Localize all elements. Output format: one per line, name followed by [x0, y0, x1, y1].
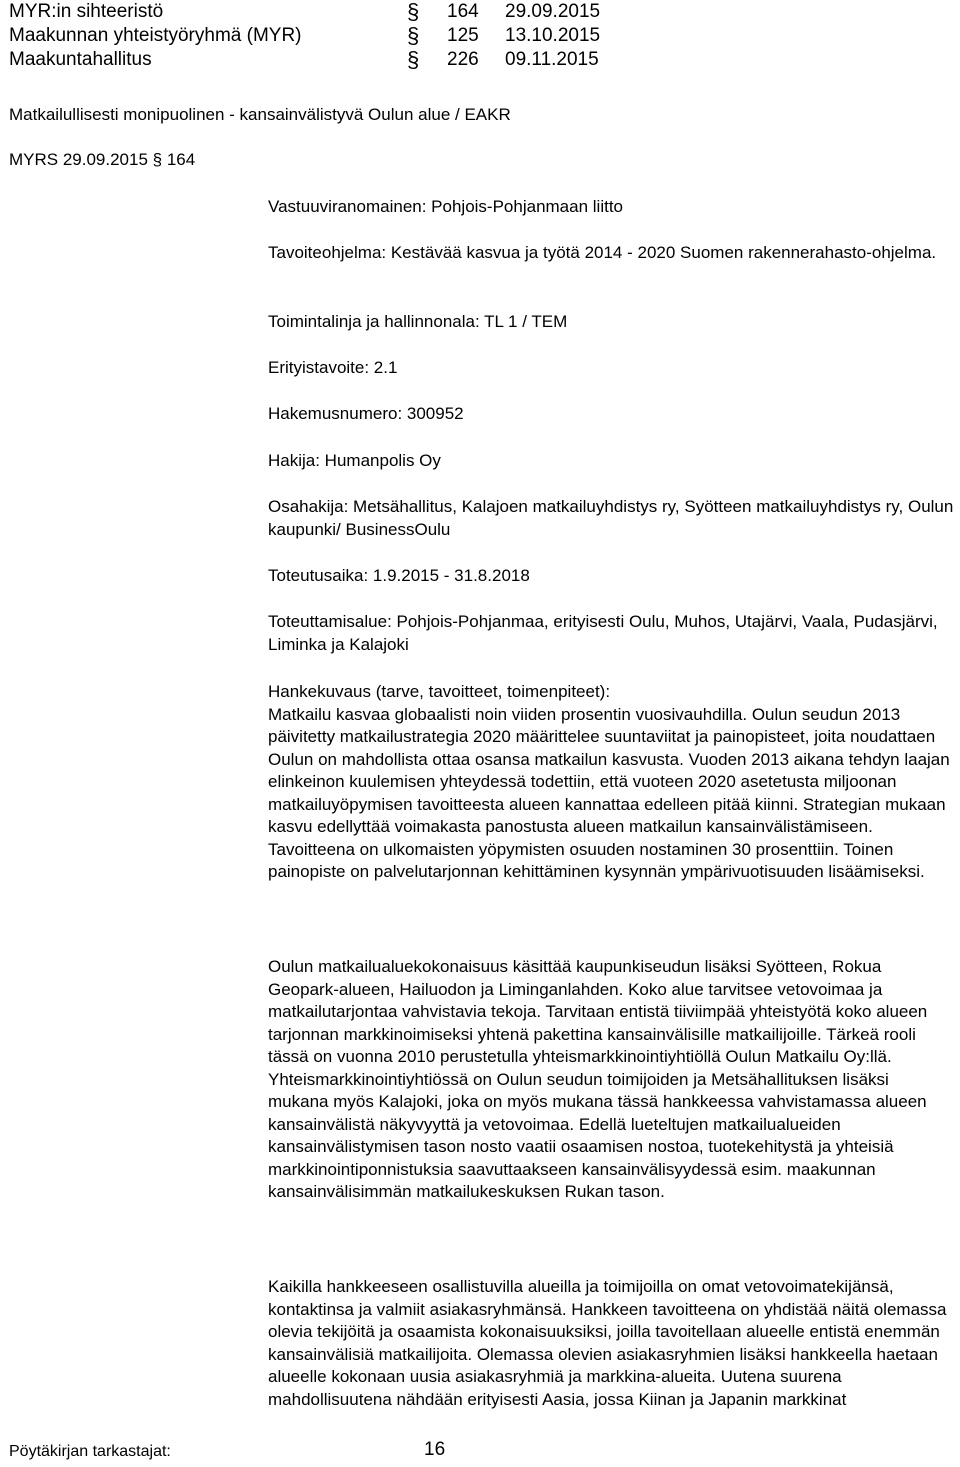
section-sign-icon: §	[407, 47, 420, 72]
description-paragraph-2: Oulun matkailualuekokonaisuus käsittää kaupunkiseudun lisäksi Syötteen, Rokua Geopark-alueen, Hailuodon ja Liminganlahden. Koko alue tarvitsee vetovoimaa ja matkailutarjontaa vahvistavia tekoja. Tarvitaan entistä tiiviimpää yhteistyötä koko alueen tarjonnan markkinoimiseksi yhtenä pakettina kansainvälisille matkailijoille. Tärkeä rooli tässä on vuonna 2010 perustetulla yhteismarkkinointiyhtiöllä Oulun Matkailu Oy:llä. Yhteismarkkinointiyhtiössä on Oulun seudun toimijoiden ja Metsähallituksen lisäksi mukana myös Kalajoki, joka on myös mukana tässä hankkeessa vahvistamassa alueen kansainvälistä näkyvyyttä ja vetovoimaa. Edellä lueteltujen matkailualueiden kansainvälistymisen tason nosto vaatii osaamisen nostoa, tuotekehitystä ja yhteisiä markkinointiponnistuksia saavuttaakseen kansainvälisyydessä esim. maakunnan kansainvälisimmän matkailukeskuksen Rukan tason.	[268, 957, 928, 1201]
header-body-name: Maakuntahallitus	[9, 49, 152, 70]
header-section-number: 226	[447, 49, 479, 70]
section-sign-icon: §	[407, 0, 420, 24]
document-reference: MYRS 29.09.2015 § 164	[9, 150, 196, 169]
field-co-applicants: Osahakija: Metsähallitus, Kalajoen matkailuyhdistys ry, Syötteen matkailuyhdistys ry, Oulun kaupunki/ BusinessOulu	[268, 497, 954, 539]
field-programme: Tavoiteohjelma: Kestävää kasvua ja työtä 2014 - 2020 Suomen rakennerahasto-ohjelma.	[268, 243, 937, 262]
field-implementation-period: Toteutusaika: 1.9.2015 - 31.8.2018	[268, 566, 530, 585]
document-title: Matkailullisesti monipuolinen - kansainvälistyvä Oulun alue / EAKR	[9, 105, 511, 124]
minutes-inspectors-label: Pöytäkirjan tarkastajat:	[9, 1443, 171, 1460]
header-section-number: 125	[447, 25, 479, 46]
description-paragraph-3: Kaikilla hankkeeseen osallistuvilla alueilla ja toimijoilla on omat vetovoimatekijänsä, kontaktinsa ja valmiit asiakasryhmänsä. Hankkeen tavoitteena on yhdistää näitä olemassa olevia tekijöitä ja osaamista kokonaisuuksiksi, joilla tavoitellaan alueelle entistä enemmän kansainvälisiä matkailijoita. Olemassa olevien asiakasryhmien lisäksi hankkeella haetaan alueelle kokonaan uusia asiakasryhmiä ja markkina-alueita. Uutena suurena mahdollisuutena nähdään erityisesti Aasia, jossa Kiinan ja Japanin markkinat	[268, 1277, 947, 1409]
header-date: 13.10.2015	[505, 25, 601, 46]
field-implementation-area: Toteuttamisalue: Pohjois-Pohjanmaa, erityisesti Oulu, Muhos, Utajärvi, Vaala, Pudasjärvi, Liminka ja Kalajoki	[268, 612, 938, 654]
description-paragraph-1: Matkailu kasvaa globaalisti noin viiden prosentin vuosivauhdilla. Oulun seudun 2013 päivitetty matkailustrategia 2020 määrittelee suuntaviitat ja painopisteet, joita noudattaen Oulun on mahdollista ottaa osansa matkailun kasvusta. Vuoden 2013 aikana tehdyn laajan elinkeinon kuulemisen yhteydessä todettiin, että vuoteen 2020 asetetusta miljoonan matkailuyöpymisen tavoitteesta alueen kannattaa edelleen pitää kiinni. Strategian mukaan kasvu edellyttää voimakasta panostusta alueen matkailun kansainvälistämiseen. Tavoitteena on ulkomaisten yöpymisten osuuden nostaminen 30 prosenttiin. Toinen painopiste on palvelutarjonnan kehittäminen kysynnän ympärivuotisuuden lisäämiseksi.	[268, 704, 950, 881]
header-date: 09.11.2015	[505, 49, 599, 70]
field-application-number: Hakemusnumero: 300952	[268, 404, 464, 423]
field-applicant: Hakija: Humanpolis Oy	[268, 451, 441, 470]
section-sign-icon: §	[407, 23, 420, 48]
header-body-name: MYR:in sihteeristö	[9, 1, 164, 22]
field-authority: Vastuuviranomainen: Pohjois-Pohjanmaan liitto	[268, 197, 623, 216]
header-body-name: Maakunnan yhteistyöryhmä (MYR)	[9, 25, 302, 46]
field-action-line: Toimintalinja ja hallinnonala: TL 1 / TEM	[268, 312, 568, 331]
description-heading: Hankekuvaus (tarve, tavoitteet, toimenpiteet):	[268, 682, 611, 701]
page-number: 16	[424, 1439, 446, 1460]
header-section-number: 164	[447, 1, 479, 22]
project-description	[268, 681, 954, 884]
field-objective: Erityistavoite: 2.1	[268, 358, 398, 377]
header-date: 29.09.2015	[505, 1, 601, 22]
